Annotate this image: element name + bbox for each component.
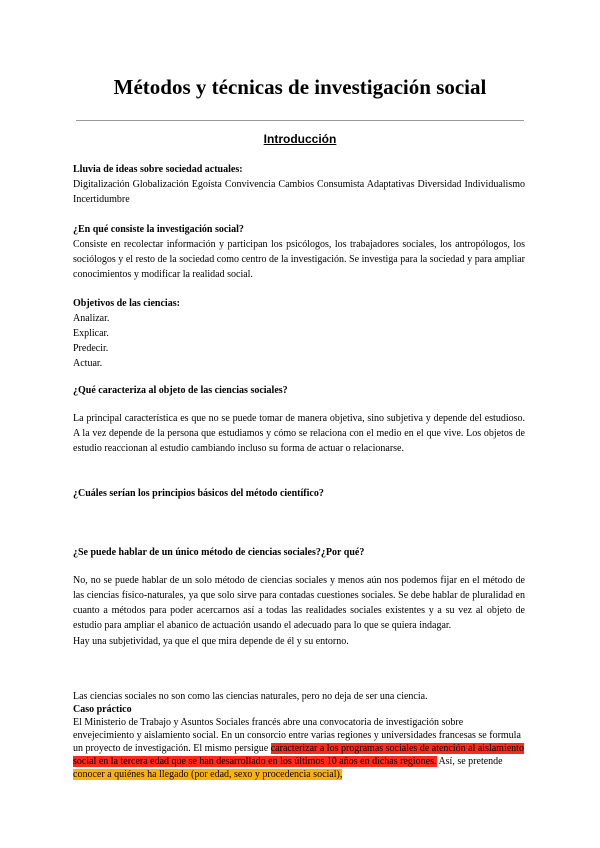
q4-heading: ¿Se puede hablar de un único método de ciencias sociales?¿Por qué?	[73, 547, 365, 558]
caso-highlight-yellow: conocer a quiénes ha llegado (por edad, sexo y procedencia social),	[73, 769, 343, 780]
caso-text-b: Así, se pretende	[436, 756, 503, 767]
caso-section	[73, 703, 525, 781]
q3-heading: ¿Cuáles serían los principios básicos del método científico?	[73, 488, 324, 499]
q1-heading: ¿En qué consiste la investigación social?	[73, 224, 244, 235]
objetivos-heading: Objetivos de las ciencias:	[73, 298, 180, 309]
lluvia-text: Digitalización Globalización Egoísta Convivencia Cambios Consumista Adaptativas Diversidad Individualismo Incertidumbre	[73, 179, 525, 205]
title-divider	[76, 120, 524, 121]
document-title: Métodos y técnicas de investigación social	[113, 75, 487, 99]
q1-text: Consiste en recolectar información y participan los psicólogos, los trabajadores sociales, los antropólogos, los sociólogos y el resto de la sociedad como centro de la investigación. Se investiga para la sociedad y para ampliar conocimientos y modificar la realidad social.	[73, 239, 525, 280]
q2-text: La principal característica es que no se puede tomar de manera objetiva, sino subjetiva y depende del estudioso. A la vez depende de la persona que estudiamos y cómo se relaciona con el medio en el que vive. Los objetos de estudio reaccionan al estudio cambiando incluso su forma de actuar o relacionarse.	[73, 413, 525, 454]
caso-highlight-red: caracterizar a los programas sociales de atención al aislamiento social en la tercera edad que se han desarrollado en los últimos 10 años en dichas regiones.	[73, 743, 524, 767]
section-subtitle: Introducción	[263, 132, 337, 146]
q4-text: No, no se puede hablar de un solo método de ciencias sociales y menos aún nos podemos fijar en el método de las ciencias físico-naturales, ya que solo sirve para contadas cuestiones sociales. Se debe hablar de pluralidad en cuanto a métodos para poder acercarnos así a todas las realidades sociales existentes y a su vez al objeto de estudio para ampliar el abanico de actuación usando el adecuado para lo que se quiera indagar.	[73, 575, 525, 631]
objetivos-section	[73, 296, 525, 371]
objetivo-item: Actuar.	[73, 358, 103, 369]
q4-text3: Las ciencias sociales no son como las ciencias naturales, pero no deja de ser una ciencia.	[73, 691, 428, 702]
q4-text2: Hay una subjetividad, ya que el que mira depende de él y su entorno.	[73, 636, 349, 647]
q2-heading: ¿Qué caracteriza al objeto de las ciencias sociales?	[73, 385, 288, 396]
caso-heading: Caso práctico	[73, 704, 132, 715]
objetivo-item: Explicar.	[73, 328, 109, 339]
lluvia-section	[73, 162, 525, 207]
caso-text-a: El Ministerio de Trabajo y Asuntos Sociales francés abre una convocatoria de investigación sobre envejecimiento y aislamiento social. En un consorcio entre varias regiones y universidades francesas se formula un proyecto de investigación. El mismo persigue	[73, 717, 521, 754]
objetivo-item: Predecir.	[73, 343, 109, 354]
q1-section	[73, 222, 525, 282]
objetivo-item: Analizar.	[73, 313, 110, 324]
lluvia-heading: Lluvia de ideas sobre sociedad actuales:	[73, 164, 243, 175]
